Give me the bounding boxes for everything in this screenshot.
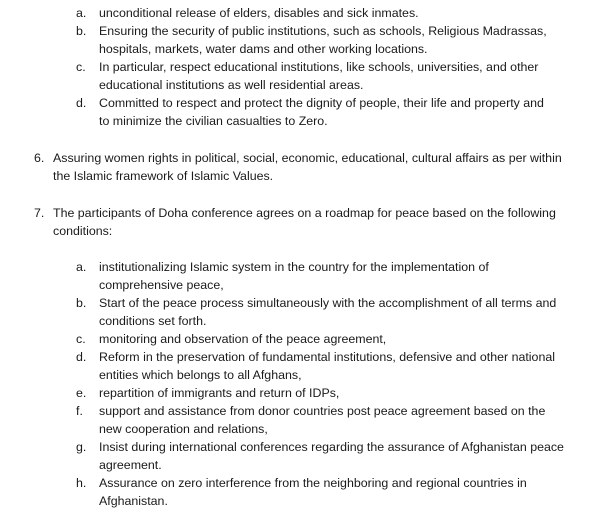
list-item-text: monitoring and observation of the peace agreement, bbox=[99, 332, 387, 346]
list-item-text: Insist during international conferences regarding the assurance of Afghanistan peace bbox=[99, 440, 564, 454]
list-marker-a: a. bbox=[76, 260, 87, 274]
list-marker-a: a. bbox=[76, 6, 87, 20]
list-item-text: hospitals, markets, water dams and other working locations. bbox=[99, 42, 428, 56]
list-marker-b: b. bbox=[76, 24, 87, 38]
list-marker-e: e. bbox=[76, 386, 87, 400]
point-7-text: conditions: bbox=[53, 224, 113, 238]
point-7-text: The participants of Doha conference agrees on a roadmap for peace based on the following bbox=[53, 206, 556, 220]
list-item-text: conditions set forth. bbox=[99, 314, 207, 328]
list-marker-f: f. bbox=[76, 404, 83, 418]
list-item-text: Committed to respect and protect the dignity of people, their life and property and bbox=[99, 96, 544, 110]
point-6-text: the Islamic framework of Islamic Values. bbox=[53, 169, 274, 183]
list-item-text: new cooperation and relations, bbox=[99, 422, 268, 436]
list-item-text: support and assistance from donor countries post peace agreement based on the bbox=[99, 404, 546, 418]
point-6-marker: 6. bbox=[34, 151, 45, 165]
list-marker-d: d. bbox=[76, 350, 87, 364]
list-item-text: Ensuring the security of public institutions, such as schools, Religious Madrassas, bbox=[99, 24, 547, 38]
list-marker-h: h. bbox=[76, 476, 87, 490]
list-item-text: entities which belongs to all Afghans, bbox=[99, 368, 302, 382]
list-item-text: institutionalizing Islamic system in the country for the implementation of bbox=[99, 260, 489, 274]
list-marker-d: d. bbox=[76, 96, 87, 110]
point-6-text: Assuring women rights in political, social, economic, educational, cultural affairs as per within bbox=[53, 151, 562, 165]
list-item-text: Reform in the preservation of fundamental institutions, defensive and other national bbox=[99, 350, 555, 364]
list-item-text: comprehensive peace, bbox=[99, 278, 224, 292]
list-marker-b: b. bbox=[76, 296, 87, 310]
list-item-text: repartition of immigrants and return of IDPs, bbox=[99, 386, 340, 400]
list-marker-c: c. bbox=[76, 60, 86, 74]
point-7-marker: 7. bbox=[34, 206, 45, 220]
list-item-text: unconditional release of elders, disables and sick inmates. bbox=[99, 6, 419, 20]
list-item-text: to minimize the civilian casualties to Zero. bbox=[99, 114, 328, 128]
list-marker-c: c. bbox=[76, 332, 86, 346]
list-marker-g: g. bbox=[76, 440, 87, 454]
list-item-text: Start of the peace process simultaneously with the accomplishment of all terms and bbox=[99, 296, 557, 310]
list-item-text: Afghanistan. bbox=[99, 494, 168, 508]
list-item-text: agreement. bbox=[99, 458, 162, 472]
list-item-text: Assurance on zero interference from the neighboring and regional countries in bbox=[99, 476, 527, 490]
list-item-text: educational institutions as well residential areas. bbox=[99, 78, 364, 92]
list-item-text: In particular, respect educational institutions, like schools, universities, and other bbox=[99, 60, 539, 74]
